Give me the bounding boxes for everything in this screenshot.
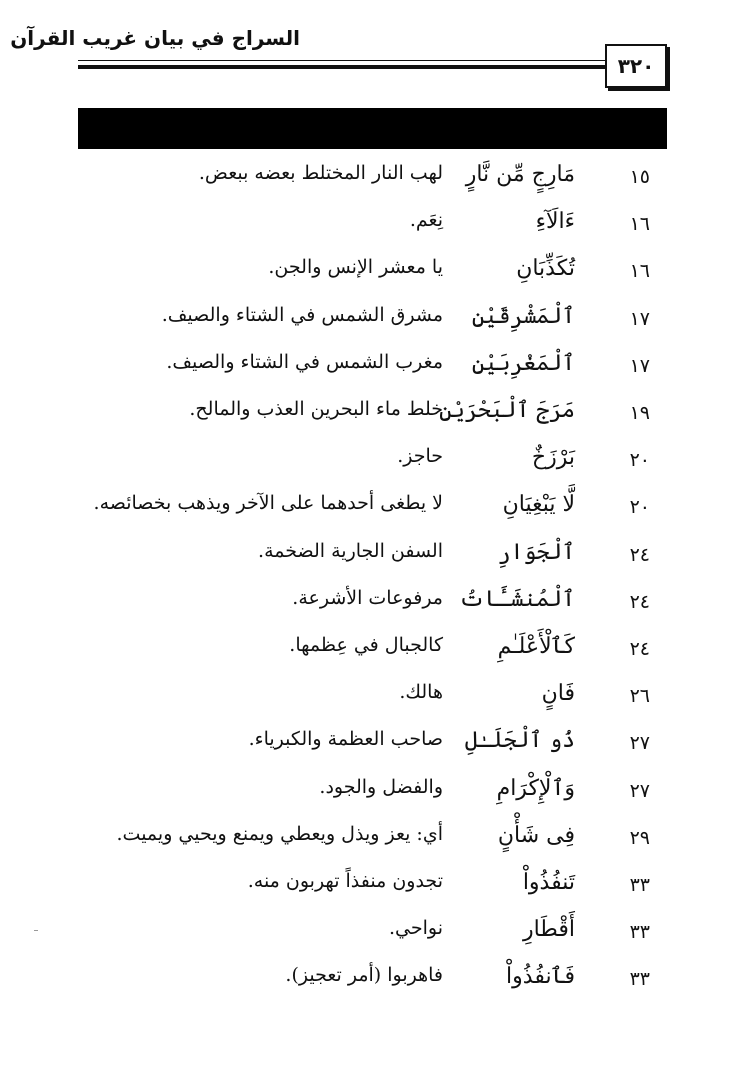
- glossary-row: [0, 724, 755, 768]
- page-number: ٣٢٠: [605, 44, 667, 88]
- verse-number: ١٧: [629, 354, 650, 377]
- word-meaning: خلط ماء البحرين العذب والمالح.: [189, 398, 443, 420]
- header-rule-thin: [78, 60, 605, 61]
- word-meaning: مرفوعات الأشرعة.: [292, 586, 443, 609]
- quran-word: أَقْطَارِ: [522, 917, 575, 943]
- verse-number: ٣٣: [629, 874, 650, 896]
- quran-word: ٱلْمُنشَـَٔاتُ: [458, 586, 575, 612]
- glossary-row: [0, 583, 755, 627]
- quran-word: مَارِجٍ مِّن نَّارٍ: [465, 162, 575, 187]
- word-meaning: السفن الجارية الضخمة.: [258, 539, 443, 562]
- glossary-row: [0, 960, 755, 1004]
- verse-number: ٢٠: [629, 449, 650, 472]
- quran-word: فَانٍ: [541, 681, 575, 707]
- glossary-row: [0, 819, 755, 863]
- word-meaning: صاحب العظمة والكبرياء.: [248, 728, 443, 751]
- word-meaning: مشرق الشمس في الشتاء والصيف.: [161, 303, 443, 326]
- glossary-row: [0, 441, 755, 485]
- glossary-row: [0, 347, 755, 391]
- quran-word: ٱلْجَوَارِ: [497, 539, 575, 565]
- glossary-row: [0, 866, 755, 910]
- glossary-row: [0, 913, 755, 957]
- word-meaning: نواحي.: [388, 917, 443, 940]
- quran-word: تَنفُذُواْ: [522, 870, 575, 895]
- glossary-row: [0, 536, 755, 580]
- verse-number: ٢٧: [629, 779, 650, 802]
- header-rule-thick: [78, 65, 605, 69]
- word-meaning: فاهربوا (أمر تعجيز).: [285, 964, 443, 987]
- glossary-row: [0, 772, 755, 816]
- glossary-row: [0, 205, 755, 249]
- verse-number: ٢٠: [629, 496, 650, 519]
- quran-word: لَّا يَبْغِيَانِ: [502, 492, 575, 518]
- word-meaning: حاجز.: [397, 445, 443, 468]
- word-meaning: والفضل والجود.: [319, 775, 443, 798]
- verse-number: ٢٤: [629, 638, 650, 660]
- quran-word: فَٱنفُذُواْ: [506, 964, 575, 990]
- verse-number: ٢٦: [629, 685, 650, 708]
- glossary-row: [0, 630, 755, 674]
- word-meaning: نِعَم.: [409, 209, 443, 232]
- verse-number: ٣٣: [629, 921, 650, 944]
- quran-word: كَٱلْأَعْلَـٰمِ: [497, 634, 575, 659]
- book-title: السراج في بيان غريب القرآن: [10, 26, 300, 50]
- quran-word: بَرْزَخٌ: [531, 445, 575, 471]
- word-meaning: تجدون منفذاً تهربون منه.: [247, 870, 443, 892]
- glossary-row: [0, 300, 755, 344]
- verse-number: ٣٣: [629, 968, 650, 991]
- verse-number: ٢٧: [629, 732, 650, 755]
- table-header-band: [78, 108, 667, 149]
- quran-word: ذُو ٱلْجَلَـٰلِ: [464, 728, 575, 754]
- glossary-row: [0, 158, 755, 202]
- verse-number: ٢٩: [629, 826, 650, 849]
- verse-number: ١٦: [629, 213, 650, 236]
- quran-word: وَٱلْإِكْرَامِ: [496, 775, 575, 801]
- quran-word: مَرَجَ ٱلْبَحْرَيْنِ: [439, 398, 575, 423]
- word-meaning: لا يطغى أحدهما على الآخر ويذهب بخصائصه.: [93, 492, 443, 515]
- glossary-row: [0, 488, 755, 532]
- word-meaning: مغرب الشمس في الشتاء والصيف.: [166, 350, 443, 373]
- glossary-row: [0, 394, 755, 438]
- glossary-row: [0, 252, 755, 296]
- quran-word: ءَالَآءِ: [535, 209, 575, 235]
- verse-number: ١٥: [629, 166, 650, 188]
- verse-number: ٢٤: [629, 543, 650, 566]
- quran-word: تُكَذِّبَانِ: [516, 256, 575, 282]
- verse-number: ١٧: [629, 307, 650, 330]
- verse-number: ٢٤: [629, 590, 650, 613]
- quran-word: ٱلْمَغْرِبَيْنِ: [471, 350, 575, 376]
- word-meaning: أي: يعز ويذل ويعطي ويمنع ويحيي ويميت.: [116, 822, 443, 845]
- word-meaning: كالجبال في عِظمها.: [289, 634, 443, 656]
- quran-word: فِى شَأْنٍ: [497, 822, 575, 848]
- glossary-row: [0, 677, 755, 721]
- word-meaning: هالك.: [399, 681, 443, 704]
- word-meaning: لهب النار المختلط بعضه ببعض.: [198, 162, 443, 184]
- verse-number: ١٦: [629, 260, 650, 283]
- verse-number: ١٩: [629, 402, 650, 424]
- quran-word: ٱلْمَشْرِقَيْنِ: [471, 303, 575, 329]
- word-meaning: يا معشر الإنس والجن.: [268, 256, 443, 279]
